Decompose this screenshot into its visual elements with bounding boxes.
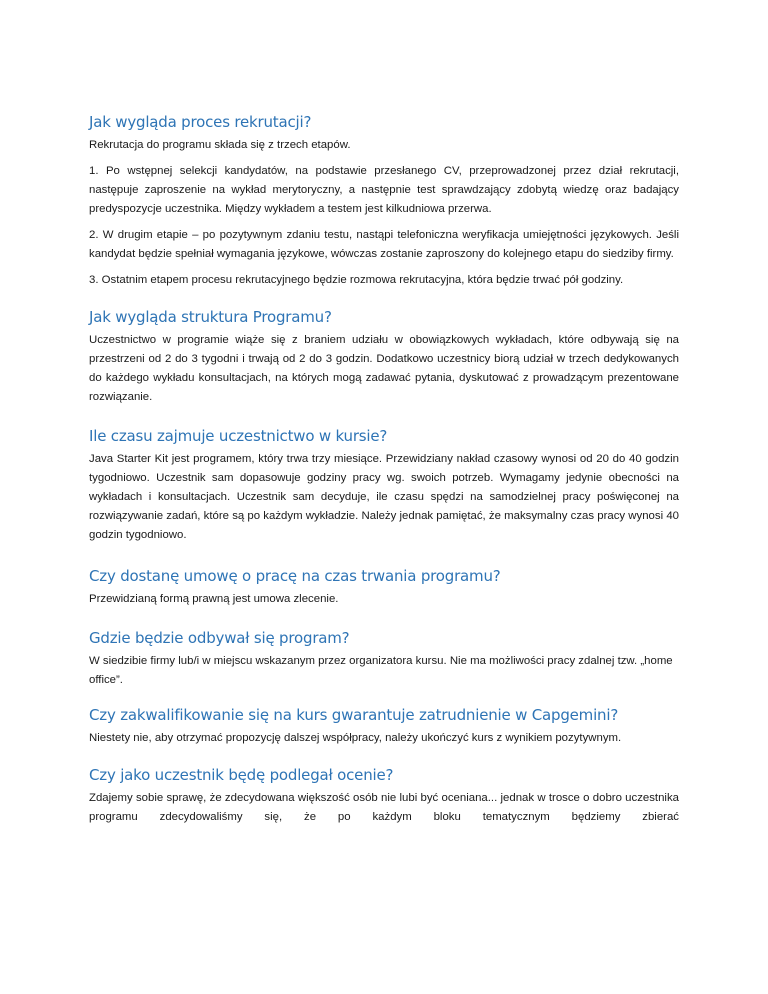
paragraph: Niestety nie, aby otrzymać propozycję dalszej współpracy, należy ukończyć kurs z wynikiem pozytywnym. <box>89 732 622 744</box>
section-heading: Czy jako uczestnik będę podlegał ocenie? <box>89 766 394 784</box>
section-heading: Gdzie będzie odbywał się program? <box>89 629 350 647</box>
paragraph: 2. W drugim etapie – po pozytywnym zdaniu testu, nastąpi telefoniczna weryfikacja umiejętności językowych. Jeśli kandydat będzie spełniał wymagania językowe, wówczas zostanie zaproszony do kolejnego etapu do siedziby firmy. <box>89 229 679 260</box>
section-heading: Jak wygląda struktura Programu? <box>89 308 332 326</box>
paragraph: 1. Po wstępnej selekcji kandydatów, na podstawie przesłanego CV, przeprowadzonej przez dział rekrutacji, następuje zaproszenie na wykład merytoryczny, a następnie test sprawdzający zdobytą wiedzę oraz badający predyspozycje uczestnika. Między wykładem a testem jest kilkudniowa przerwa. <box>89 165 679 215</box>
paragraph: Zdajemy sobie sprawę, że zdecydowana większość osób nie lubi być oceniana... jednak w trosce o dobro uczestnika programu zdecydowaliśmy się, że po każdym bloku tematycznym będziemy zbierać <box>89 792 679 823</box>
section-employment-contract <box>89 567 679 609</box>
section-heading: Jak wygląda proces rekrutacji? <box>89 113 312 131</box>
section-heading: Czy dostanę umowę o pracę na czas trwania programu? <box>89 567 501 585</box>
paragraph: Uczestnictwo w programie wiąże się z braniem udziału w obowiązkowych wykładach, które odbywają się na przestrzeni od 2 do 3 tygodni i trwają od 2 do 3 godzin. Dodatkowo uczestnicy biorą udział w trzech dedykowanych do każdego wykładu konsultacjach, na których mogą zadawać pytania, dyskutować z prowadzącym prezentowane rozwiązanie. <box>89 334 679 403</box>
paragraph: Przewidzianą formą prawną jest umowa zlecenie. <box>89 593 339 605</box>
paragraph: 3. Ostatnim etapem procesu rekrutacyjnego będzie rozmowa rekrutacyjna, która będzie trwać pół godziny. <box>89 274 624 286</box>
section-employment-guarantee <box>89 706 679 748</box>
section-time-commitment <box>89 427 679 545</box>
section-recruitment-process <box>89 113 679 290</box>
section-program-location <box>89 629 679 690</box>
paragraph: Rekrutacja do programu składa się z trzech etapów. <box>89 139 351 151</box>
section-heading: Ile czasu zajmuje uczestnictwo w kursie? <box>89 427 388 445</box>
section-program-structure <box>89 308 679 407</box>
paragraph: W siedzibie firmy lub/i w miejscu wskazanym przez organizatora kursu. Nie ma możliwości pracy zdalnej tzw. „home office”. <box>89 655 673 686</box>
document-page <box>89 113 679 834</box>
section-participant-evaluation <box>89 766 679 827</box>
paragraph: Java Starter Kit jest programem, który trwa trzy miesiące. Przewidziany nakład czasowy wynosi od 20 do 40 godzin tygodniowo. Uczestnik sam dopasowuje godziny pracy wg. swoich potrzeb. Wymagamy jedynie obecności na wykładach i konsultacjach. Uczestnik sam decyduje, ile czasu spędzi na samodzielnej pracy poświęconej na rozwiązywanie zadań, które są po każdym wykładzie. Należy jednak pamiętać, że maksymalny czas pracy wynosi 40 godzin tygodniowo. <box>89 453 679 541</box>
section-heading: Czy zakwalifikowanie się na kurs gwarantuje zatrudnienie w Capgemini? <box>89 706 619 724</box>
